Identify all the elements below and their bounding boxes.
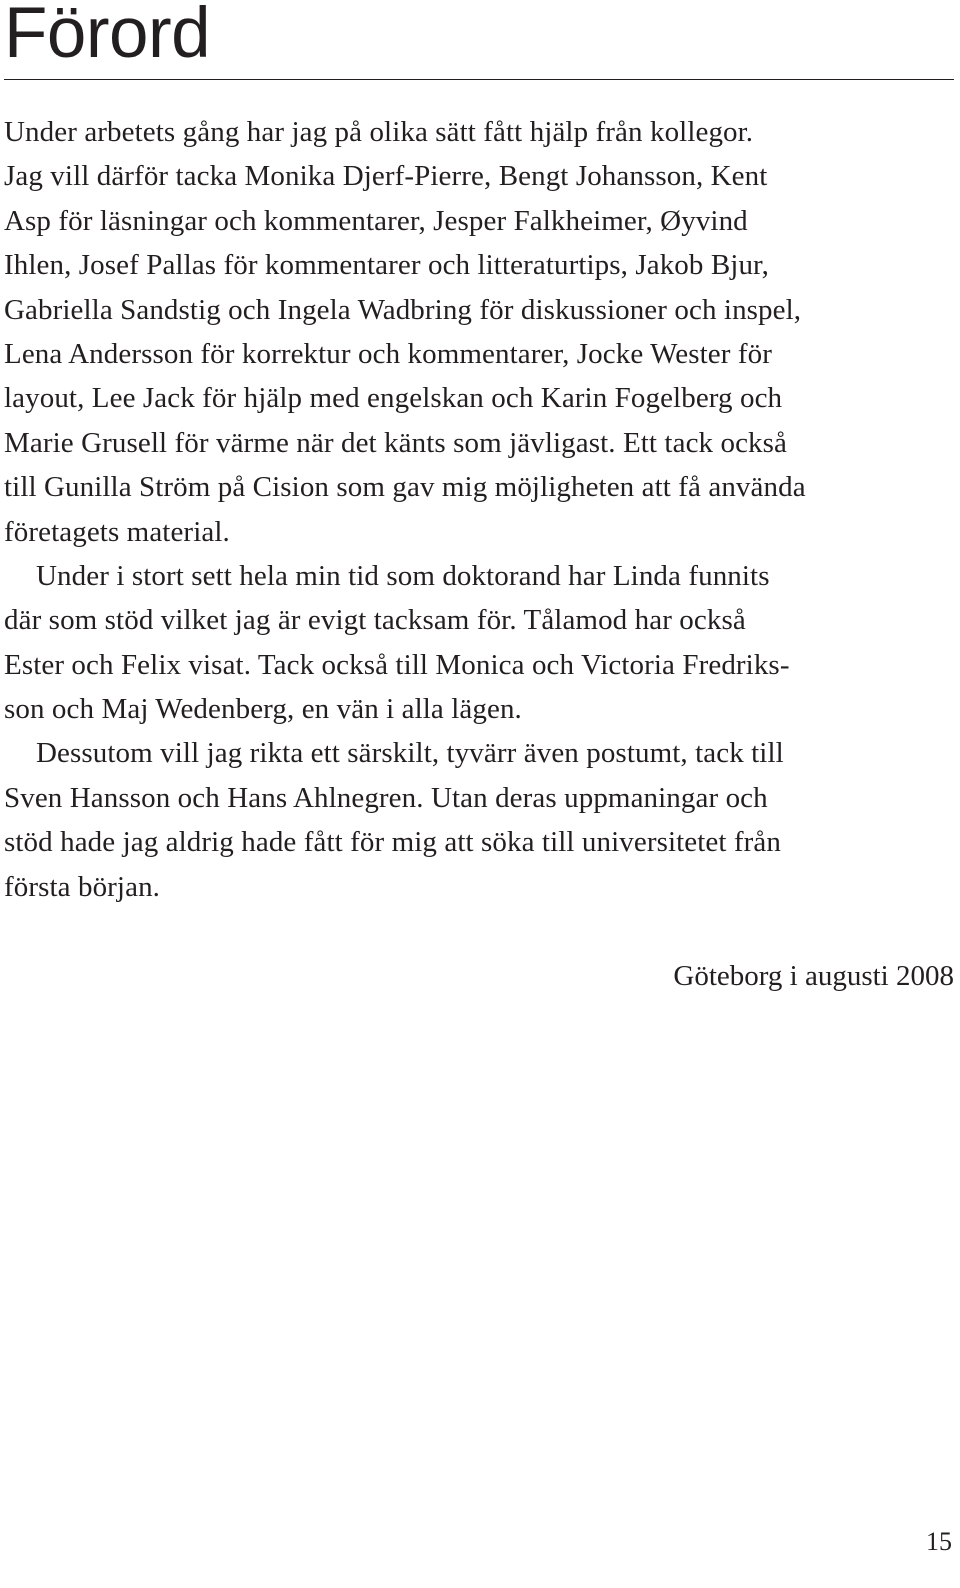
paragraph-acknowledgements xyxy=(4,110,954,554)
text-line: stöd hade jag aldrig hade fått för mig att söka till universitetet från xyxy=(4,826,781,859)
text-line: Ihlen, Josef Pallas för kommentarer och litteraturtips, Jakob Bjur, xyxy=(4,249,769,282)
paragraph-family xyxy=(4,554,954,732)
text-line: Lena Andersson för korrektur och kommentarer, Jocke Wester för xyxy=(4,337,772,370)
page-number: 15 xyxy=(926,1527,952,1556)
text-line: Dessutom vill jag rikta ett särskilt, tyvärr även postumt, tack till xyxy=(36,737,784,770)
text-line: Ester och Felix visat. Tack också till Monica och Victoria Fredriks- xyxy=(4,648,790,681)
page-title: Förord xyxy=(4,0,211,73)
text-line: layout, Lee Jack för hjälp med engelskan och Karin Fogelberg och xyxy=(4,382,783,415)
text-line: första början. xyxy=(4,870,161,903)
text-line: Under i stort sett hela min tid som doktorand har Linda funnits xyxy=(36,559,770,592)
text-line: där som stöd vilket jag är evigt tacksam för. Tålamod har också xyxy=(4,604,746,637)
title-divider xyxy=(4,79,954,80)
text-line: företagets material. xyxy=(4,515,230,548)
text-line: Sven Hansson och Hans Ahlnegren. Utan deras uppmaningar och xyxy=(4,781,768,814)
text-line: son och Maj Wedenberg, en vän i alla lägen. xyxy=(4,693,522,726)
place-date-signature: Göteborg i augusti 2008 xyxy=(673,960,954,992)
text-line: Under arbetets gång har jag på olika sätt fått hjälp från kollegor. xyxy=(4,116,754,148)
paragraph-memorial xyxy=(4,731,954,909)
text-line: Asp för läsningar och kommentarer, Jesper Falkheimer, Øyvind xyxy=(4,204,748,237)
text-line: Jag vill därför tacka Monika Djerf-Pierre, Bengt Johansson, Kent xyxy=(4,160,768,193)
text-line: till Gunilla Ström på Cision som gav mig möjligheten att få använda xyxy=(4,471,806,504)
text-line: Marie Grusell för värme när det känts som jävligast. Ett tack också xyxy=(4,426,788,459)
text-line: Gabriella Sandstig och Ingela Wadbring för diskussioner och inspel, xyxy=(4,293,802,326)
body-text xyxy=(4,110,954,909)
